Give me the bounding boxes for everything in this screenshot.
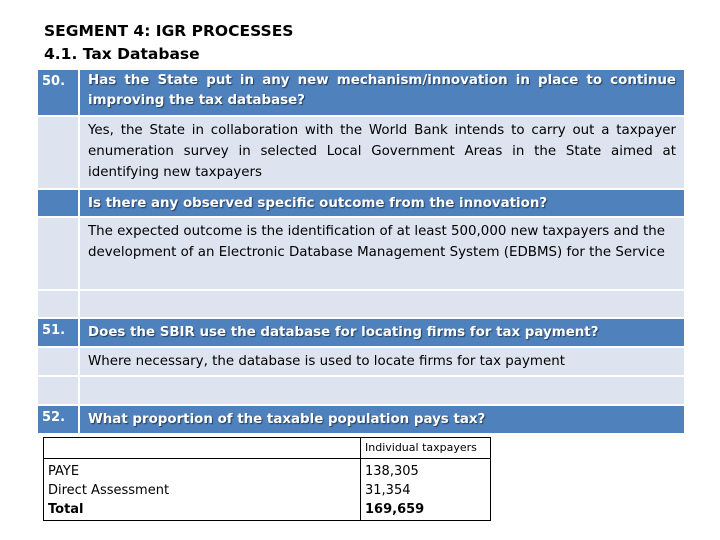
question-text: Has the State put in any new mechanism/innovation in place to continue improving the tax database? xyxy=(80,70,684,115)
item-number: 50. xyxy=(38,70,78,115)
number-spacer xyxy=(38,291,78,317)
row-label-total: Total xyxy=(48,502,84,517)
empty-cell xyxy=(80,377,684,404)
column-header: Individual taxpayers xyxy=(361,438,491,459)
question-row-50 xyxy=(38,70,684,115)
section-title: 4.1. Tax Database xyxy=(44,45,200,63)
answer-text: Where necessary, the database is used to locate firms for tax payment xyxy=(80,348,684,375)
empty-row xyxy=(38,377,684,404)
value-paye: 138,305 xyxy=(365,464,419,479)
followup-answer-row xyxy=(38,218,684,289)
item-number: 52. xyxy=(38,406,78,433)
row-labels-cell xyxy=(44,459,361,521)
item-number: 51. xyxy=(38,319,78,346)
answer-row-51 xyxy=(38,348,684,375)
value-direct-assessment: 31,354 xyxy=(365,483,411,498)
answer-text: Yes, the State in collaboration with the World Bank intends to carry out a taxpayer enumeration survey in selected Local Government Areas in the State aimed at identifying new taxpayers xyxy=(80,117,684,188)
value-total: 169,659 xyxy=(365,502,425,517)
segment-title: SEGMENT 4: IGR PROCESSES xyxy=(44,22,294,40)
followup-answer-text: The expected outcome is the identification of at least 500,000 new taxpayers and the development of an Electronic Database Management System (EDBMS) for the Service xyxy=(80,218,684,289)
empty-cell xyxy=(80,291,684,317)
question-row-52 xyxy=(38,406,684,433)
table-header-blank xyxy=(44,438,361,459)
number-spacer xyxy=(38,348,78,375)
table-body xyxy=(44,459,491,521)
row-label-paye: PAYE xyxy=(48,464,80,479)
answer-row-50 xyxy=(38,117,684,188)
question-text: What proportion of the taxable population pays tax? xyxy=(80,406,684,433)
table-header-row xyxy=(44,438,491,459)
followup-question-row xyxy=(38,190,684,216)
row-values-cell xyxy=(361,459,491,521)
number-spacer xyxy=(38,117,78,188)
number-spacer xyxy=(38,218,78,289)
empty-row xyxy=(38,291,684,317)
question-text: Does the SBIR use the database for locating firms for tax payment? xyxy=(80,319,684,346)
row-label-direct-assessment: Direct Assessment xyxy=(48,483,170,498)
question-row-51 xyxy=(38,319,684,346)
taxpayer-table xyxy=(43,437,491,521)
number-spacer xyxy=(38,190,78,216)
followup-question-text: Is there any observed specific outcome from the innovation? xyxy=(80,190,684,216)
number-spacer xyxy=(38,377,78,404)
